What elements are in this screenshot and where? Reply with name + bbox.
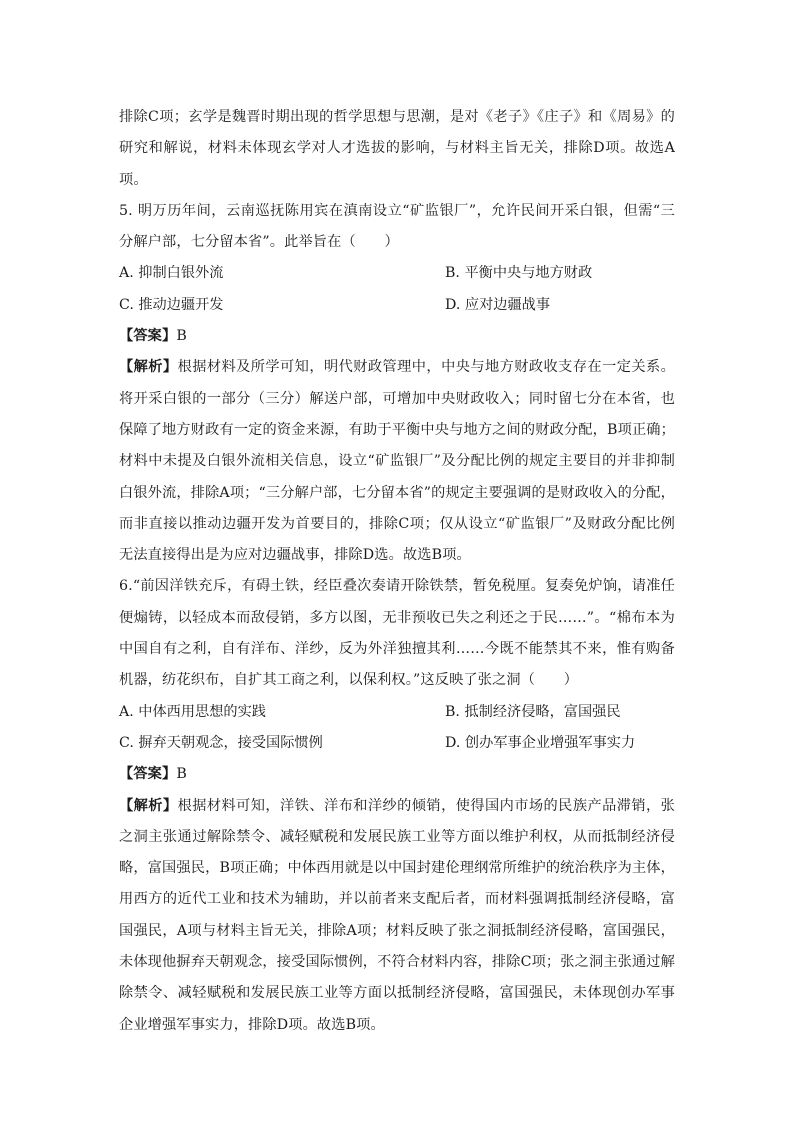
answer-value: B — [176, 328, 187, 345]
question-5-option-a: A. 抑制白银外流 — [119, 265, 224, 282]
question-6-stem: 6.“前因洋铁充斥，有碍土铁，经臣叠次奏请开除铁禁，暂免税厘。复奏免炉饷，请准任便煽铸，以轻成本而敌侵销，多方以图，无非预收已失之利还之于民……”。“棉布本为中国自有之利，自有洋布、洋纱，反为外洋独擅其利……今既不能禁其不来，惟有购备机器，纺花织布，自扩其工商之利，以保利权。”这反映了张之洞（ ） — [119, 578, 675, 689]
answer-label: 【答案】 — [119, 766, 177, 783]
answer-label: 【答案】 — [119, 328, 177, 345]
analysis-text: 根据材料及所学可知，明代财政管理中，中央与地方财政收支存在一定关系。将开采白银的一部分（三分）解送户部，可增加中央财政收入；同时留七分在本省，也保障了地方财政有一定的资金来源，有助于平衡中央与地方之间的财政分配，B项正确；材料中未提及白银外流相关信息，设立“矿监银厂”及分配比例的规定主要目的并非抑制白银外流，排除A项；“三分解户部，七分留本省”的规定主要强调的是财政收入的分配，而非直接以推动边疆开发为首要目的，排除C项；仅从设立“矿监银厂”及财政分配比例无法直接得出是为应对边疆战事，排除D选。故选B项。 — [119, 359, 675, 564]
analysis-label: 【解析】 — [119, 797, 178, 814]
question-6-option-a: A. 中体西用思想的实践 — [119, 703, 266, 720]
question-6-option-d: D. 创办军事企业增强军事实力 — [445, 734, 636, 751]
intro-paragraph: 排除C项；玄学是魏晋时期出现的哲学思想与思潮，是对《老子》《庄子》和《周易》的研究和解说，材料未体现玄学对人才选拔的影响，与材料主旨无关，排除D项。故选A项。 — [119, 109, 675, 188]
question-6-option-c: C. 摒弃天朝观念，接受国际惯例 — [119, 734, 323, 751]
question-5-options-row-2 — [119, 290, 675, 321]
question-5-answer — [119, 321, 675, 352]
question-5-option-c: C. 推动边疆开发 — [119, 296, 224, 313]
question-6-options-row-1 — [119, 697, 675, 728]
answer-value: B — [176, 766, 187, 783]
question-5-options-row-1 — [119, 258, 675, 289]
question-6-option-b: B. 抵制经济侵略，富国强民 — [445, 703, 621, 720]
analysis-text: 根据材料可知，洋铁、洋布和洋纱的倾销，使得国内市场的民族产品滞销，张之洞主张通过解除禁令、减轻赋税和发展民族工业等方面以维护利权，从而抵制经济侵略，富国强民，B项正确；中体西用就是以中国封建伦理纲常所维护的统治秩序为主体，用西方的近代工业和技术为辅助，并以前者来支配后者，而材料强调抵制经济侵略，富国强民，A项与材料主旨无关，排除A项；材料反映了张之洞抵制经济侵略，富国强民，未体现他摒弃天朝观念，接受国际惯例，不符合材料内容，排除C项；张之洞主张通过解除禁令、减轻赋税和发展民族工业等方面以抵制经济侵略，富国强民，未体现创办军事企业增强军事实力，排除D项。故选B项。 — [119, 797, 675, 1033]
question-6-options-row-2 — [119, 728, 675, 759]
question-5-option-d: D. 应对边疆战事 — [445, 296, 551, 313]
question-5-analysis — [119, 352, 675, 571]
document-content — [119, 102, 675, 1041]
question-5-stem: 5. 明万历年间，云南巡抚陈用宾在滇南设立“矿监银厂”，允许民间开采白银，但需“三分解户部，七分留本省”。此举旨在（ ） — [119, 202, 675, 251]
analysis-label: 【解析】 — [119, 359, 178, 376]
question-6-answer — [119, 759, 675, 790]
question-5-option-b: B. 平衡中央与地方财政 — [445, 265, 593, 282]
question-6-analysis — [119, 791, 675, 1041]
